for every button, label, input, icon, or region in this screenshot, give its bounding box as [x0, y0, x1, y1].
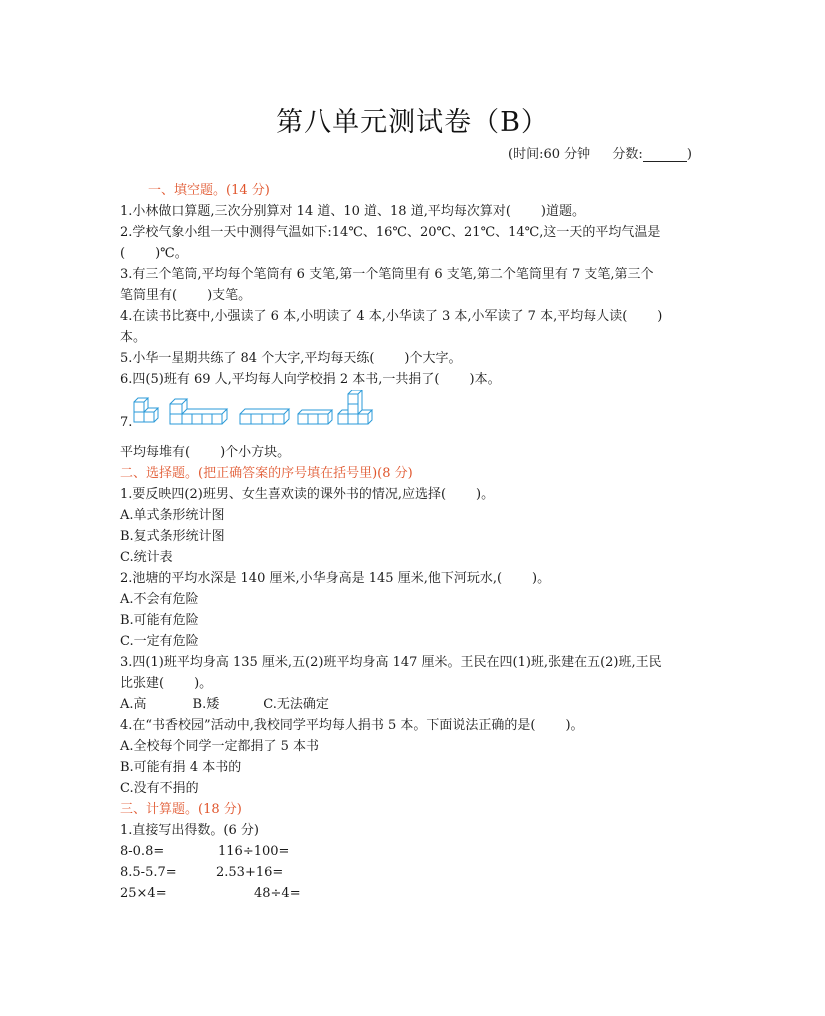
- cube-pile-5: [338, 390, 372, 424]
- cube-pile-3: [240, 409, 289, 424]
- question-2-1: 1.要反映四(2)班男、女生喜欢读的课外书的情况,应选择( )。: [120, 487, 495, 502]
- cube-piles-figure: [130, 390, 392, 430]
- question-2-3-cont: 比张建( )。: [120, 676, 213, 691]
- question-2-4: 4.在“书香校园”活动中,我校同学平均每人捐书 5 本。下面说法正确的是( )。: [120, 718, 584, 733]
- close-paren: ): [686, 147, 692, 162]
- question-1-3-cont: 笔筒里有( )支笔。: [120, 288, 252, 303]
- question-1-3: 3.有三个笔筒,平均每个笔筒有 6 支笔,第一个笔筒里有 6 支笔,第二个笔筒里有 7 支笔,第三个: [120, 267, 654, 282]
- time-label: (时间:60 分钟: [508, 147, 591, 162]
- exam-meta: [508, 143, 692, 162]
- option-2-2-a[interactable]: A.不会有危险: [120, 592, 199, 607]
- option-2-1-c[interactable]: C.统计表: [120, 550, 173, 565]
- score-blank[interactable]: [643, 148, 687, 162]
- question-1-4-cont: 本。: [120, 330, 147, 345]
- option-2-3-c[interactable]: C.无法确定: [263, 697, 329, 712]
- option-2-2-b[interactable]: B.可能有危险: [120, 613, 199, 628]
- section-heading-calculation: 三、计算题。(18 分): [120, 802, 242, 817]
- question-1-4: 4.在读书比赛中,小强读了 6 本,小明读了 4 本,小华读了 3 本,小军读了 7 本,平均每人读( ): [120, 309, 663, 324]
- option-2-3-a[interactable]: A.高: [120, 697, 147, 712]
- question-1-2-cont: ( )℃。: [120, 246, 188, 261]
- section-heading-multiple-choice: 二、选择题。(把正确答案的序号填在括号里)(8 分): [120, 466, 413, 481]
- option-2-4-c[interactable]: C.没有不捐的: [120, 781, 199, 796]
- calc-row-3: 25×4= 48÷4=: [120, 886, 301, 901]
- question-3-1: 1.直接写出得数。(6 分): [120, 823, 259, 838]
- question-1-7-figure-row: [120, 390, 710, 442]
- question-1-2: 2.学校气象小组一天中测得气温如下:14℃、16℃、20℃、21℃、14℃,这一天的平均气温是: [120, 225, 661, 240]
- question-1-6: 6.四(5)班有 69 人,平均每人向学校捐 2 本书,一共捐了( )本。: [120, 372, 501, 387]
- cube-pile-4: [298, 410, 332, 424]
- calc-row-2: 8.5-5.7= 2.53+16=: [120, 865, 284, 880]
- option-2-3-b[interactable]: B.矮: [192, 697, 220, 712]
- question-1-1: 1.小林做口算题,三次分别算对 14 道、10 道、18 道,平均每次算对( )道题。: [120, 204, 585, 219]
- question-2-2: 2.池塘的平均水深是 140 厘米,小华身高是 145 厘米,他下河玩水,( )。: [120, 571, 551, 586]
- option-2-2-c[interactable]: C.一定有危险: [120, 634, 199, 649]
- option-2-1-a[interactable]: A.单式条形统计图: [120, 508, 225, 523]
- question-2-3: 3.四(1)班平均身高 135 厘米,五(2)班平均身高 147 厘米。王民在四(1)班,张建在五(2)班,王民: [120, 655, 662, 670]
- options-2-3: [120, 694, 710, 715]
- question-1-7-text: 平均每堆有( )个小方块。: [120, 445, 291, 460]
- cube-pile-1: [134, 398, 158, 422]
- exam-content: [120, 180, 710, 904]
- option-2-4-b[interactable]: B.可能有捐 4 本书的: [120, 760, 242, 775]
- question-1-5: 5.小华一星期共练了 84 个大字,平均每天练( )个大字。: [120, 351, 462, 366]
- cube-pile-2: [170, 399, 227, 424]
- question-1-7-number: 7.: [120, 415, 133, 430]
- section-heading-fill-in: 一、填空题。(14 分): [148, 183, 270, 198]
- option-2-4-a[interactable]: A.全校每个同学一定都捐了 5 本书: [120, 739, 320, 754]
- calc-row-1: 8-0.8= 116÷100=: [120, 844, 290, 859]
- page-title: 第八单元测试卷（B）: [276, 107, 549, 138]
- score-label: 分数:: [612, 147, 643, 162]
- option-2-1-b[interactable]: B.复式条形统计图: [120, 529, 225, 544]
